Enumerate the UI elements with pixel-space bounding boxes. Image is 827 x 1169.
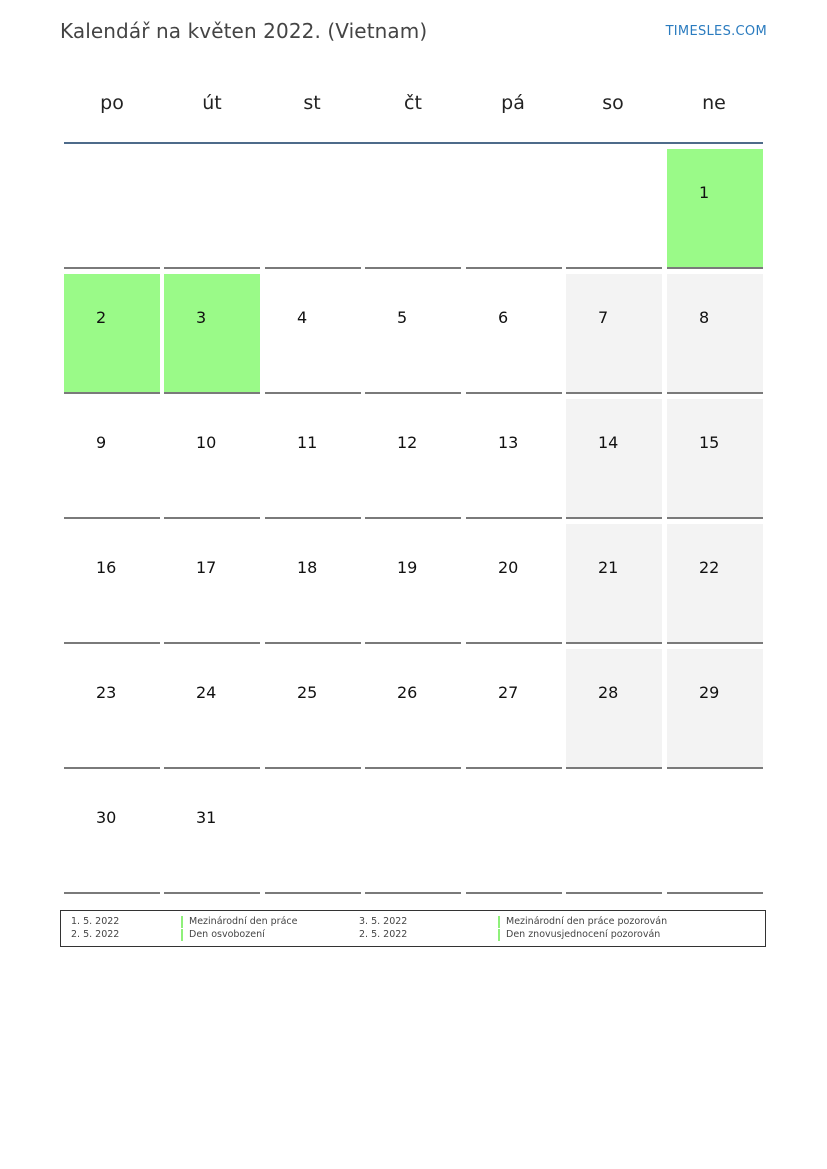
empty-day-cell (466, 774, 562, 894)
day-cell[interactable] (365, 399, 461, 519)
day-number: 3 (196, 308, 207, 327)
day-cell[interactable] (667, 649, 763, 769)
day-number: 9 (96, 433, 107, 452)
holiday-legend (60, 910, 766, 947)
day-number: 2 (96, 308, 107, 327)
header-divider (64, 142, 763, 144)
day-number: 20 (498, 558, 519, 577)
day-cell[interactable] (64, 274, 160, 394)
day-number: 13 (498, 433, 519, 452)
weekday-fri: pá (501, 92, 525, 114)
brand-link[interactable]: TIMESLES.COM (665, 24, 767, 39)
empty-day-cell (566, 774, 662, 894)
day-number: 31 (196, 808, 217, 827)
day-number: 18 (297, 558, 318, 577)
day-cell[interactable] (667, 274, 763, 394)
day-number: 27 (498, 683, 519, 702)
legend-holiday-name: Den znovusjednocení pozorován (498, 929, 660, 941)
empty-day-cell (365, 774, 461, 894)
day-cell[interactable] (164, 274, 260, 394)
legend-holiday-name: Mezinárodní den práce (181, 916, 297, 928)
day-cell[interactable] (64, 399, 160, 519)
day-cell[interactable] (566, 524, 662, 644)
day-cell[interactable] (466, 649, 562, 769)
day-number: 6 (498, 308, 509, 327)
day-number: 11 (297, 433, 318, 452)
day-number: 10 (196, 433, 217, 452)
day-cell[interactable] (365, 524, 461, 644)
page-title: Kalendář na květen 2022. (Vietnam) (60, 19, 428, 43)
empty-day-cell (667, 774, 763, 894)
legend-date: 2. 5. 2022 (359, 929, 408, 940)
day-number: 24 (196, 683, 217, 702)
day-cell[interactable] (566, 649, 662, 769)
day-number: 15 (699, 433, 720, 452)
day-cell[interactable] (265, 399, 361, 519)
day-cell[interactable] (365, 649, 461, 769)
legend-row (61, 916, 765, 929)
weekday-mon: po (100, 92, 124, 114)
day-cell[interactable] (566, 399, 662, 519)
day-cell[interactable] (265, 274, 361, 394)
day-cell[interactable] (265, 649, 361, 769)
day-cell[interactable] (164, 524, 260, 644)
empty-day-cell (164, 149, 260, 269)
day-number: 19 (397, 558, 418, 577)
day-number: 8 (699, 308, 710, 327)
day-number: 26 (397, 683, 418, 702)
weekday-tue: út (202, 92, 222, 114)
day-number: 25 (297, 683, 318, 702)
day-cell[interactable] (365, 274, 461, 394)
day-cell[interactable] (466, 274, 562, 394)
day-number: 16 (96, 558, 117, 577)
day-cell[interactable] (466, 524, 562, 644)
weekday-header (64, 92, 764, 118)
day-cell[interactable] (64, 774, 160, 894)
day-number: 22 (699, 558, 720, 577)
day-number: 29 (699, 683, 720, 702)
day-number: 21 (598, 558, 619, 577)
day-cell[interactable] (667, 149, 763, 269)
empty-day-cell (466, 149, 562, 269)
day-number: 14 (598, 433, 619, 452)
weekday-wed: st (303, 92, 321, 114)
day-number: 7 (598, 308, 609, 327)
day-cell[interactable] (265, 524, 361, 644)
legend-holiday-name: Mezinárodní den práce pozorován (498, 916, 667, 928)
legend-holiday-name: Den osvobození (181, 929, 265, 941)
day-cell[interactable] (164, 774, 260, 894)
day-cell[interactable] (667, 399, 763, 519)
weekday-sun: ne (702, 92, 726, 114)
legend-date: 2. 5. 2022 (71, 929, 120, 940)
day-cell[interactable] (64, 649, 160, 769)
empty-day-cell (566, 149, 662, 269)
legend-date: 3. 5. 2022 (359, 916, 408, 927)
day-cell[interactable] (64, 524, 160, 644)
legend-date: 1. 5. 2022 (71, 916, 120, 927)
weekday-thu: čt (404, 92, 422, 114)
day-number: 30 (96, 808, 117, 827)
empty-day-cell (64, 149, 160, 269)
day-number: 17 (196, 558, 217, 577)
empty-day-cell (265, 774, 361, 894)
day-cell[interactable] (164, 399, 260, 519)
day-number: 12 (397, 433, 418, 452)
day-number: 23 (96, 683, 117, 702)
day-number: 5 (397, 308, 408, 327)
empty-day-cell (265, 149, 361, 269)
day-cell[interactable] (164, 649, 260, 769)
day-number: 4 (297, 308, 308, 327)
legend-row (61, 929, 765, 942)
day-cell[interactable] (566, 274, 662, 394)
weekday-sat: so (602, 92, 624, 114)
day-number: 1 (699, 183, 710, 202)
day-cell[interactable] (466, 399, 562, 519)
day-number: 28 (598, 683, 619, 702)
empty-day-cell (365, 149, 461, 269)
day-cell[interactable] (667, 524, 763, 644)
